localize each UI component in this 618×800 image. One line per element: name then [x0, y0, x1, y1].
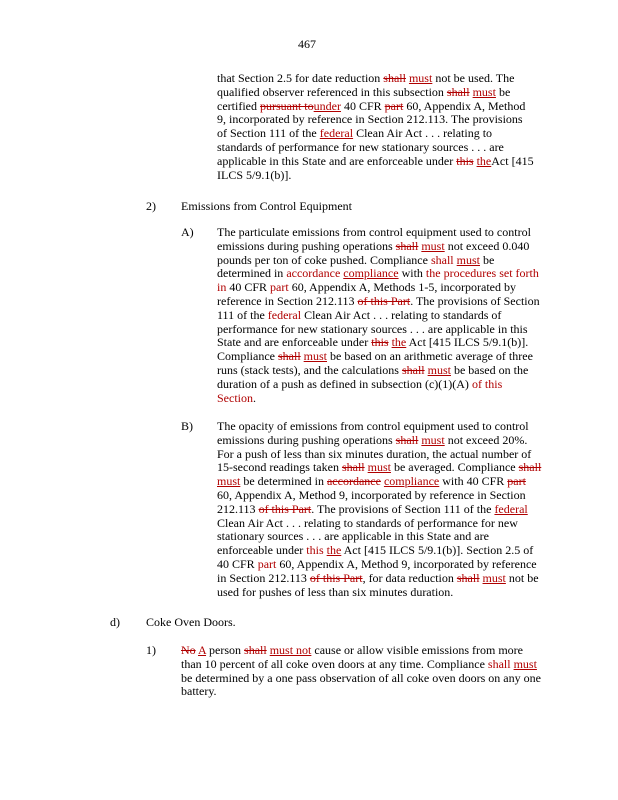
inserted-text: must [427, 362, 451, 377]
item-1-text [181, 644, 541, 699]
marked-text: part [257, 556, 277, 571]
deleted-text: shall [244, 643, 267, 657]
item-a-paragraph [217, 226, 542, 405]
inserted-text: must [472, 84, 496, 99]
text-run: Act [415 ILCS 5/9.1(b)]. [217, 153, 534, 182]
intro-text [217, 72, 535, 182]
item-1-label: 1) [146, 643, 156, 657]
text-run: be determined in [217, 252, 495, 281]
inserted-text: must [408, 71, 433, 85]
text-run: cause or allow visible emissions from more than 10 percent of all coke oven doors at any time. Compliance [181, 643, 523, 671]
text-run: 60, Appendix A, Method 9, incorporated by reference in Section 212.113 [217, 556, 537, 585]
text-run: 60, Appendix A, Method 9, incorporated by reference in Section 212.113. The provisions of Section 111 of the [217, 98, 526, 141]
text-run: Clean Air Act . . . relating to standards of performance for new stationary sources . . . are applicable in this State and are enforceable under [217, 515, 518, 558]
inserted-text: A [198, 643, 207, 657]
text-run: The particulate emissions from control equipment used to control emissions during pushing operations [217, 225, 531, 253]
deleted-text: shall [383, 71, 406, 85]
text-run: be based on an arithmetic average of three runs (stack tests), and the calculations [217, 349, 533, 377]
text-run: Act [415 ILCS 5/9.1(b)]. Section 2.5 of 40 CFR [217, 543, 534, 571]
item-a-text [217, 226, 542, 405]
deleted-text: shall [341, 460, 365, 475]
item-1-paragraph [181, 644, 541, 699]
deleted-text: shall [518, 460, 542, 475]
text-run: , for data reduction [362, 570, 457, 585]
inserted-text: federal [319, 126, 354, 141]
item-b-label: B) [181, 419, 193, 433]
text-run: 60, Appendix A, Methods 1-5, incorporated by reference in Section 212.113 [217, 280, 516, 308]
text-run: . The provisions of Section 111 of the [217, 293, 540, 322]
marked-text: part [270, 280, 289, 295]
inserted-text: the [391, 335, 407, 350]
inserted-text: must [367, 460, 391, 475]
text-run: 40 CFR [226, 280, 271, 295]
deleted-text: shall [395, 238, 419, 253]
inserted-text: must [421, 432, 445, 447]
item-b-paragraph [217, 420, 542, 599]
deleted-text: No [181, 643, 196, 657]
text-run: not exceed 0.040 pounds per ton of coke pushed. Compliance [217, 238, 530, 267]
item-d-heading: Coke Oven Doors. [146, 615, 236, 629]
text-run: that Section 2.5 for date reduction [217, 71, 384, 85]
inserted-text: the [476, 153, 492, 168]
inserted-text: must not [269, 643, 312, 657]
inserted-text: must [482, 570, 506, 585]
inserted-text: compliance [343, 266, 399, 281]
item-2-heading: Emissions from Control Equipment [181, 199, 352, 213]
text-run: The opacity of emissions from control equipment used to control emissions during pushing operations [217, 419, 529, 447]
deleted-text: of this Part [357, 293, 411, 308]
text-run: not be used for pushes of less than six minutes duration. [217, 570, 539, 599]
text-run: be based on the duration of a push as defined in subsection (c)(1)(A) [217, 362, 529, 391]
text-run: be determined in [240, 474, 327, 489]
deleted-text: this [371, 335, 389, 350]
deleted-text: shall [401, 362, 425, 377]
text-run: not exceed 20%. For a push of less than six minutes duration, the actual number of 15-second readings taken [217, 432, 532, 475]
inserted-text: must [513, 656, 537, 671]
inserted-text: federal [494, 501, 528, 516]
deleted-text: part [507, 474, 526, 489]
text-run: be determined by a one pass observation of all coke oven doors on any one battery. [181, 670, 541, 699]
deleted-text: accordance [326, 474, 381, 489]
intro-paragraph [217, 72, 535, 182]
deleted-text: part [384, 98, 404, 113]
text-run: not be used. The qualified observer referenced in this subsection [217, 71, 515, 99]
deleted-text: of this Part [309, 570, 363, 585]
inserted-text: under [313, 98, 341, 113]
text-run: 60, Appendix A, Method 9, incorporated by reference in Section 212.113 [217, 487, 526, 516]
text-run: . [253, 390, 256, 405]
inserted-text: compliance [383, 474, 440, 489]
item-a-label: A) [181, 225, 194, 239]
inserted-text: must [421, 238, 445, 253]
marked-text: shall [487, 656, 511, 671]
text-run: . The provisions of Section 111 of the [311, 501, 495, 516]
marked-text: accordance [286, 266, 341, 281]
item-2-label: 2) [146, 199, 156, 213]
deleted-text: shall [456, 570, 480, 585]
deleted-text: pursuant to [259, 98, 314, 113]
text-run: Clean Air Act . . . relating to standards of performance for new stationary sources . . . are applicable in this State and are enforceable under [217, 126, 504, 168]
inserted-text: must [217, 474, 241, 489]
deleted-text: shall [277, 349, 301, 364]
text-run: with [398, 266, 426, 281]
marked-text: federal [267, 307, 302, 322]
page-number: 467 [298, 37, 316, 51]
item-d-label: d) [110, 615, 120, 629]
inserted-text: must [456, 252, 480, 267]
text-run: person [206, 643, 245, 657]
marked-text: this [306, 543, 324, 558]
deleted-text: this [456, 153, 474, 168]
text-run: be averaged. Compliance [390, 460, 519, 475]
text-run: 40 CFR [340, 98, 385, 113]
item-b-text [217, 420, 542, 599]
marked-text: of this Section [217, 376, 503, 405]
text-run: be certified [217, 84, 511, 113]
deleted-text: of this Part [258, 501, 312, 516]
deleted-text: shall [395, 432, 419, 447]
text-run: Clean Air Act . . . relating to standards of performance for new stationary sources . . . are applicable in this State and are enforceable under [217, 307, 528, 350]
inserted-text: must [303, 349, 327, 364]
marked-text: shall [430, 252, 454, 267]
inserted-text: the [326, 543, 342, 558]
deleted-text: shall [446, 84, 470, 99]
text-run: with 40 CFR [439, 474, 508, 489]
text-run: Act [415 ILCS 5/9.1(b)]. Compliance [217, 335, 529, 364]
marked-text: the procedures set forth in [217, 266, 539, 295]
